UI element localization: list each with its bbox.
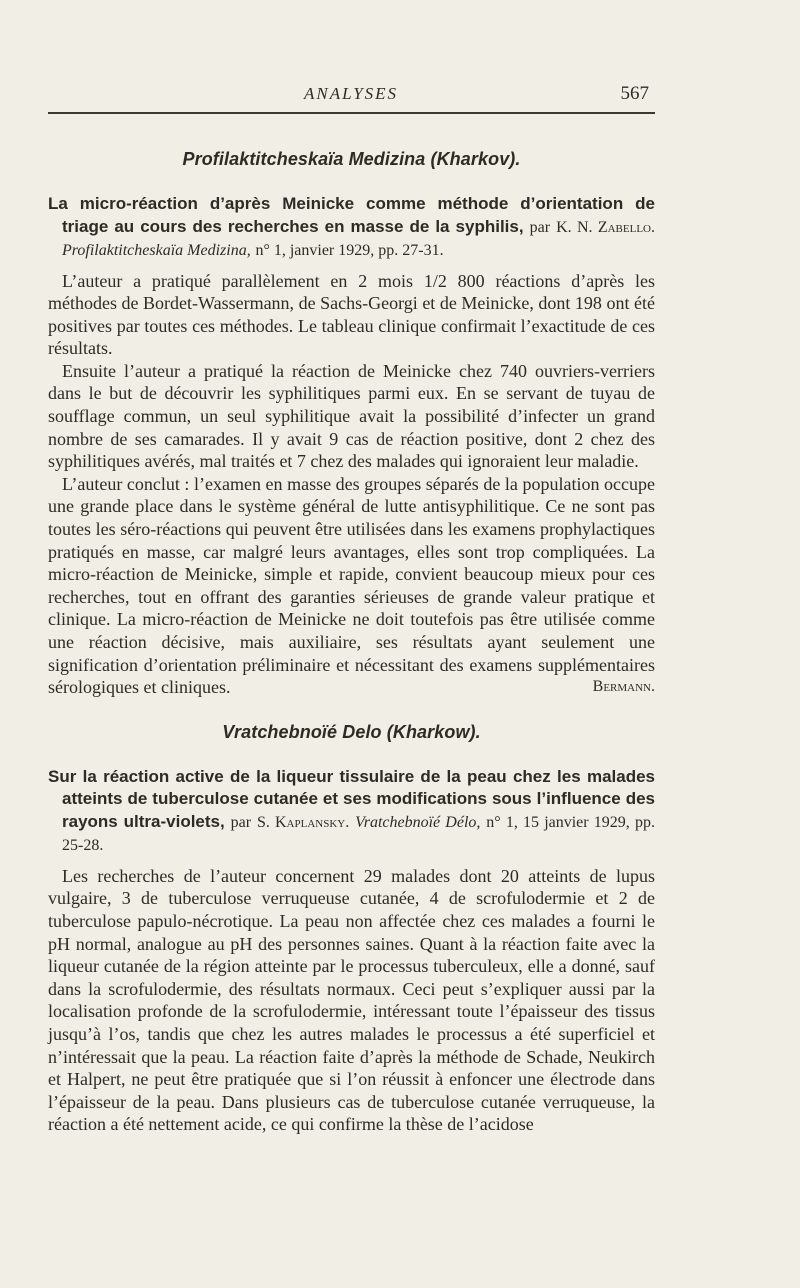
author-1: K. N. Zabello. (556, 218, 655, 236)
author-2: S. Kaplansky. (256, 813, 350, 831)
article-title-2: Sur la réaction active de la liqueur tissulaire de la peau chez les malades atteints de tuberculose cutanée et ses modifications sous l’influence des rayons ultra-violets, (48, 766, 655, 831)
printed-page (48, 70, 655, 1136)
reviewer-signature: Bermann. (592, 678, 655, 696)
paragraph-1-3-text: L’auteur conclut : l’examen en masse des groupes séparés de la population occupe une grande place dans le système général de lutte antisyphilitique. Ce ne sont pas toutes les séro-réactions qui peuvent être utilisées dans les examens prophylactiques pratiqués en masse, car malgré leurs avantages, elles sont trop compliquées. La micro-réaction de Meinicke, simple et rapide, convient beaucoup mieux pour ces recherches, tout en offrant des garanties sérieuses de grande valeur pratique et clinique. La micro-réaction de Meinicke ne doit toutefois pas être utilisée comme une réaction décisive, mais auxiliaire, ses résultats ayant seulement une signification d’orientation préliminaire et nécessitant des examens supplémentaires sérologiques et cliniques. (48, 473, 655, 698)
source-2: Vratchebnoïé Délo, (355, 813, 481, 831)
paragraph-1-2: Ensuite l’auteur a pratiqué la réaction de Meinicke chez 740 ouvriers-verriers dans le but de découvrir les syphilitiques parmi eux. En se servant de tuyau de soufflage commun, un seul syphilitique avait la possibilité d’infecter un grand nombre de ses camarades. Il y avait 9 cas de réaction positive, dont 2 chez des syphilitiques avérés, mal traités et 7 chez des malades qui ignoraient leur maladie. (48, 360, 655, 472)
review-heading-2 (48, 766, 655, 858)
source-details-2: n° 1, 15 janvier 1929, pp. 25-28. (62, 813, 655, 855)
page-number: 567 (620, 83, 649, 104)
journal-title-1: Profilaktitcheskaïa Medizina (Kharkov). (182, 149, 521, 169)
article-title-1: La micro-réaction d’après Meinicke comme méthode d’orientation de triage au cours des recherches en masse de la syphilis, (48, 194, 655, 236)
source-1: Profilaktitcheskaïa Medizina, (62, 242, 251, 259)
running-title: ANALYSES (304, 84, 399, 103)
paragraph-2-1: Les recherches de l’auteur concernent 29 malades dont 20 atteints de lupus vulgaire, 3 de tuberculose verruqueuse cutanée, 4 de scrofulodermie et 2 de tuberculose papulo-nécrotique. La peau non affectée chez ces malades a fourni le pH normal, analogue au pH des personnes saines. Quant à la réaction faite avec la liqueur cutanée de la région atteinte par le processus tuberculeux, elle a donné, sauf dans la scrofulodermie, des résultats normaux. Ceci peut s’expliquer aussi par la localisation profonde de la scrofulodermie, intéressant toute l’épaisseur des tissus jusqu’à l’os, tandis que chez les autres malades le processus a été superficiel et n’intéressait que la peau. La réaction faite d’après la méthode de Schade, Neukirch et Halpert, ne peut être pratiquée que si l’on réussit à enfoncer une électrode dans l’épaisseur de la peau. Dans plusieurs cas de tuberculose cutanée verruqueuse, la réaction a été nettement acide, ce qui confirme la thèse de l’acidose (48, 865, 655, 1135)
running-head (48, 70, 655, 114)
review-heading-1 (48, 193, 655, 263)
journal-title-2: Vratchebnoïé Delo (Kharkow). (222, 721, 481, 742)
source-details-1: n° 1, janvier 1929, pp. 27-31. (255, 242, 444, 259)
paragraph-1-1: L’auteur a pratiqué parallèlement en 2 mois 1/2 800 réactions d’après les méthodes de Bordet-Wassermann, de Sachs-Georgi et de Meinicke, dont 198 ont été positives par toutes ces méthodes. Le tableau clinique confirmait l’exactitude de ces résultats. (48, 270, 655, 359)
author-prefix-2: par (230, 813, 252, 831)
paragraph-1-3 (48, 473, 655, 699)
author-prefix-1: par (529, 218, 551, 236)
